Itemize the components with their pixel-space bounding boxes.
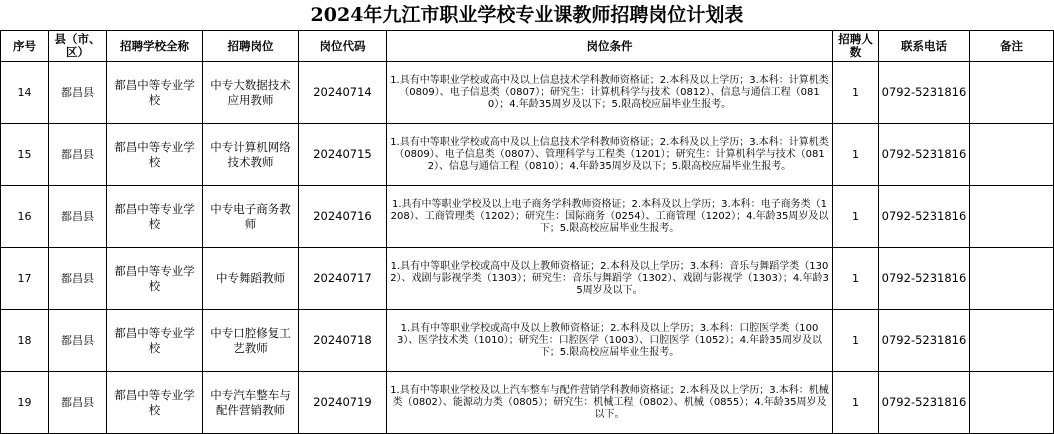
cell-conditions: 1.具有中等职业学校及以上汽车整车与配件营销学科教师资格证；2.本科及以上学历；3.本科：机械类（0802）、能源动力类（0805）；研究生：机械工程（0802）、机械（0855）；4.年龄35周岁及以下。	[387, 372, 833, 434]
cell-count: 1	[833, 248, 879, 310]
cell-seq: 18	[1, 310, 49, 372]
table-row	[1, 124, 1054, 186]
header-school: 招聘学校全称	[107, 31, 203, 62]
cell-post: 中专舞蹈教师	[203, 248, 299, 310]
cell-remark	[970, 124, 1054, 186]
cell-post: 中专口腔修复工艺教师	[203, 310, 299, 372]
cell-count: 1	[833, 186, 879, 248]
cell-seq: 16	[1, 186, 49, 248]
cell-conditions: 1.具有中等职业学校及以上电子商务学科教师资格证；2.本科及以上学历；3.本科：电子商务类（1208）、工商管理类（1202）；研究生：国际商务（0254）、工商管理（1202）；4.年龄35周岁及以下；5.限高校应届毕业生报考。	[387, 186, 833, 248]
cell-code: 20240719	[299, 372, 387, 434]
cell-count: 1	[833, 124, 879, 186]
table-row	[1, 248, 1054, 310]
cell-phone: 0792-5231816	[879, 62, 970, 124]
cell-post: 中专计算机网络技术教师	[203, 124, 299, 186]
cell-county: 都昌县	[49, 248, 107, 310]
header-code: 岗位代码	[299, 31, 387, 62]
cell-seq: 17	[1, 248, 49, 310]
cell-count: 1	[833, 310, 879, 372]
cell-code: 20240715	[299, 124, 387, 186]
cell-phone: 0792-5231816	[879, 186, 970, 248]
cell-post: 中专电子商务教师	[203, 186, 299, 248]
cell-post: 中专汽车整车与配件营销教师	[203, 372, 299, 434]
header-row	[1, 31, 1054, 62]
header-count: 招聘人数	[833, 31, 879, 62]
cell-phone: 0792-5231816	[879, 248, 970, 310]
cell-code: 20240717	[299, 248, 387, 310]
sheet-title: 2024年九江市职业学校专业课教师招聘岗位计划表	[310, 4, 744, 26]
cell-count: 1	[833, 62, 879, 124]
cell-code: 20240716	[299, 186, 387, 248]
cell-seq: 19	[1, 372, 49, 434]
cell-seq: 14	[1, 62, 49, 124]
cell-county: 都昌县	[49, 62, 107, 124]
cell-phone: 0792-5231816	[879, 310, 970, 372]
header-county: 县（市、区）	[49, 31, 107, 62]
cell-school: 都昌中等专业学校	[107, 248, 203, 310]
header-seq: 序号	[1, 31, 49, 62]
cell-county: 都昌县	[49, 186, 107, 248]
table-row	[1, 372, 1054, 434]
cell-seq: 15	[1, 124, 49, 186]
cell-conditions: 1.具有中等职业学校或高中及以上信息技术学科教师资格证；2.本科及以上学历；3.本科：计算机类（0809）、电子信息类（0807）、管理科学与工程类（1201）；研究生：计算机科学与技术（0812）、信息与通信工程（0810）；4.年龄35周岁及以下；5.限高校应届毕业生报考。	[387, 124, 833, 186]
cell-remark	[970, 62, 1054, 124]
cell-code: 20240714	[299, 62, 387, 124]
cell-school: 都昌中等专业学校	[107, 372, 203, 434]
table-row	[1, 310, 1054, 372]
cell-phone: 0792-5231816	[879, 372, 970, 434]
cell-remark	[970, 310, 1054, 372]
cell-school: 都昌中等专业学校	[107, 62, 203, 124]
cell-conditions: 1.具有中等职业学校或高中及以上信息技术学科教师资格证；2.本科及以上学历；3.本科：计算机类（0809）、电子信息类（0807）；研究生：计算机科学与技术（0812）、信息与通信工程（0810）；4.年龄35周岁及以下；5.限高校应届毕业生报考。	[387, 62, 833, 124]
cell-county: 都昌县	[49, 372, 107, 434]
cell-remark	[970, 186, 1054, 248]
cell-phone: 0792-5231816	[879, 124, 970, 186]
table-row	[1, 186, 1054, 248]
recruitment-table	[0, 30, 1054, 434]
cell-school: 都昌中等专业学校	[107, 186, 203, 248]
cell-school: 都昌中等专业学校	[107, 310, 203, 372]
cell-count: 1	[833, 372, 879, 434]
cell-conditions: 1.具有中等职业学校或高中及以上教师资格证；2.本科及以上学历；3.本科：口腔医学类（1003）、医学技术类（1010）；研究生：口腔医学（1003）、口腔医学（1052）；4.年龄35周岁及以下；5.限高校应届毕业生报考。	[387, 310, 833, 372]
header-post: 招聘岗位	[203, 31, 299, 62]
cell-remark	[970, 372, 1054, 434]
header-phone: 联系电话	[879, 31, 970, 62]
table-row	[1, 62, 1054, 124]
cell-remark	[970, 248, 1054, 310]
header-conditions: 岗位条件	[387, 31, 833, 62]
cell-conditions: 1.具有中等职业学校或高中及以上教师资格证；2.本科及以上学历；3.本科：音乐与舞蹈学类（1302）、戏剧与影视学类（1303）；研究生：音乐与舞蹈学（1302）、戏剧与影视学（1303）；4.年龄35周岁及以下。	[387, 248, 833, 310]
header-remark: 备注	[970, 31, 1054, 62]
cell-post: 中专大数据技术应用教师	[203, 62, 299, 124]
cell-county: 都昌县	[49, 310, 107, 372]
cell-code: 20240718	[299, 310, 387, 372]
cell-school: 都昌中等专业学校	[107, 124, 203, 186]
cell-county: 都昌县	[49, 124, 107, 186]
